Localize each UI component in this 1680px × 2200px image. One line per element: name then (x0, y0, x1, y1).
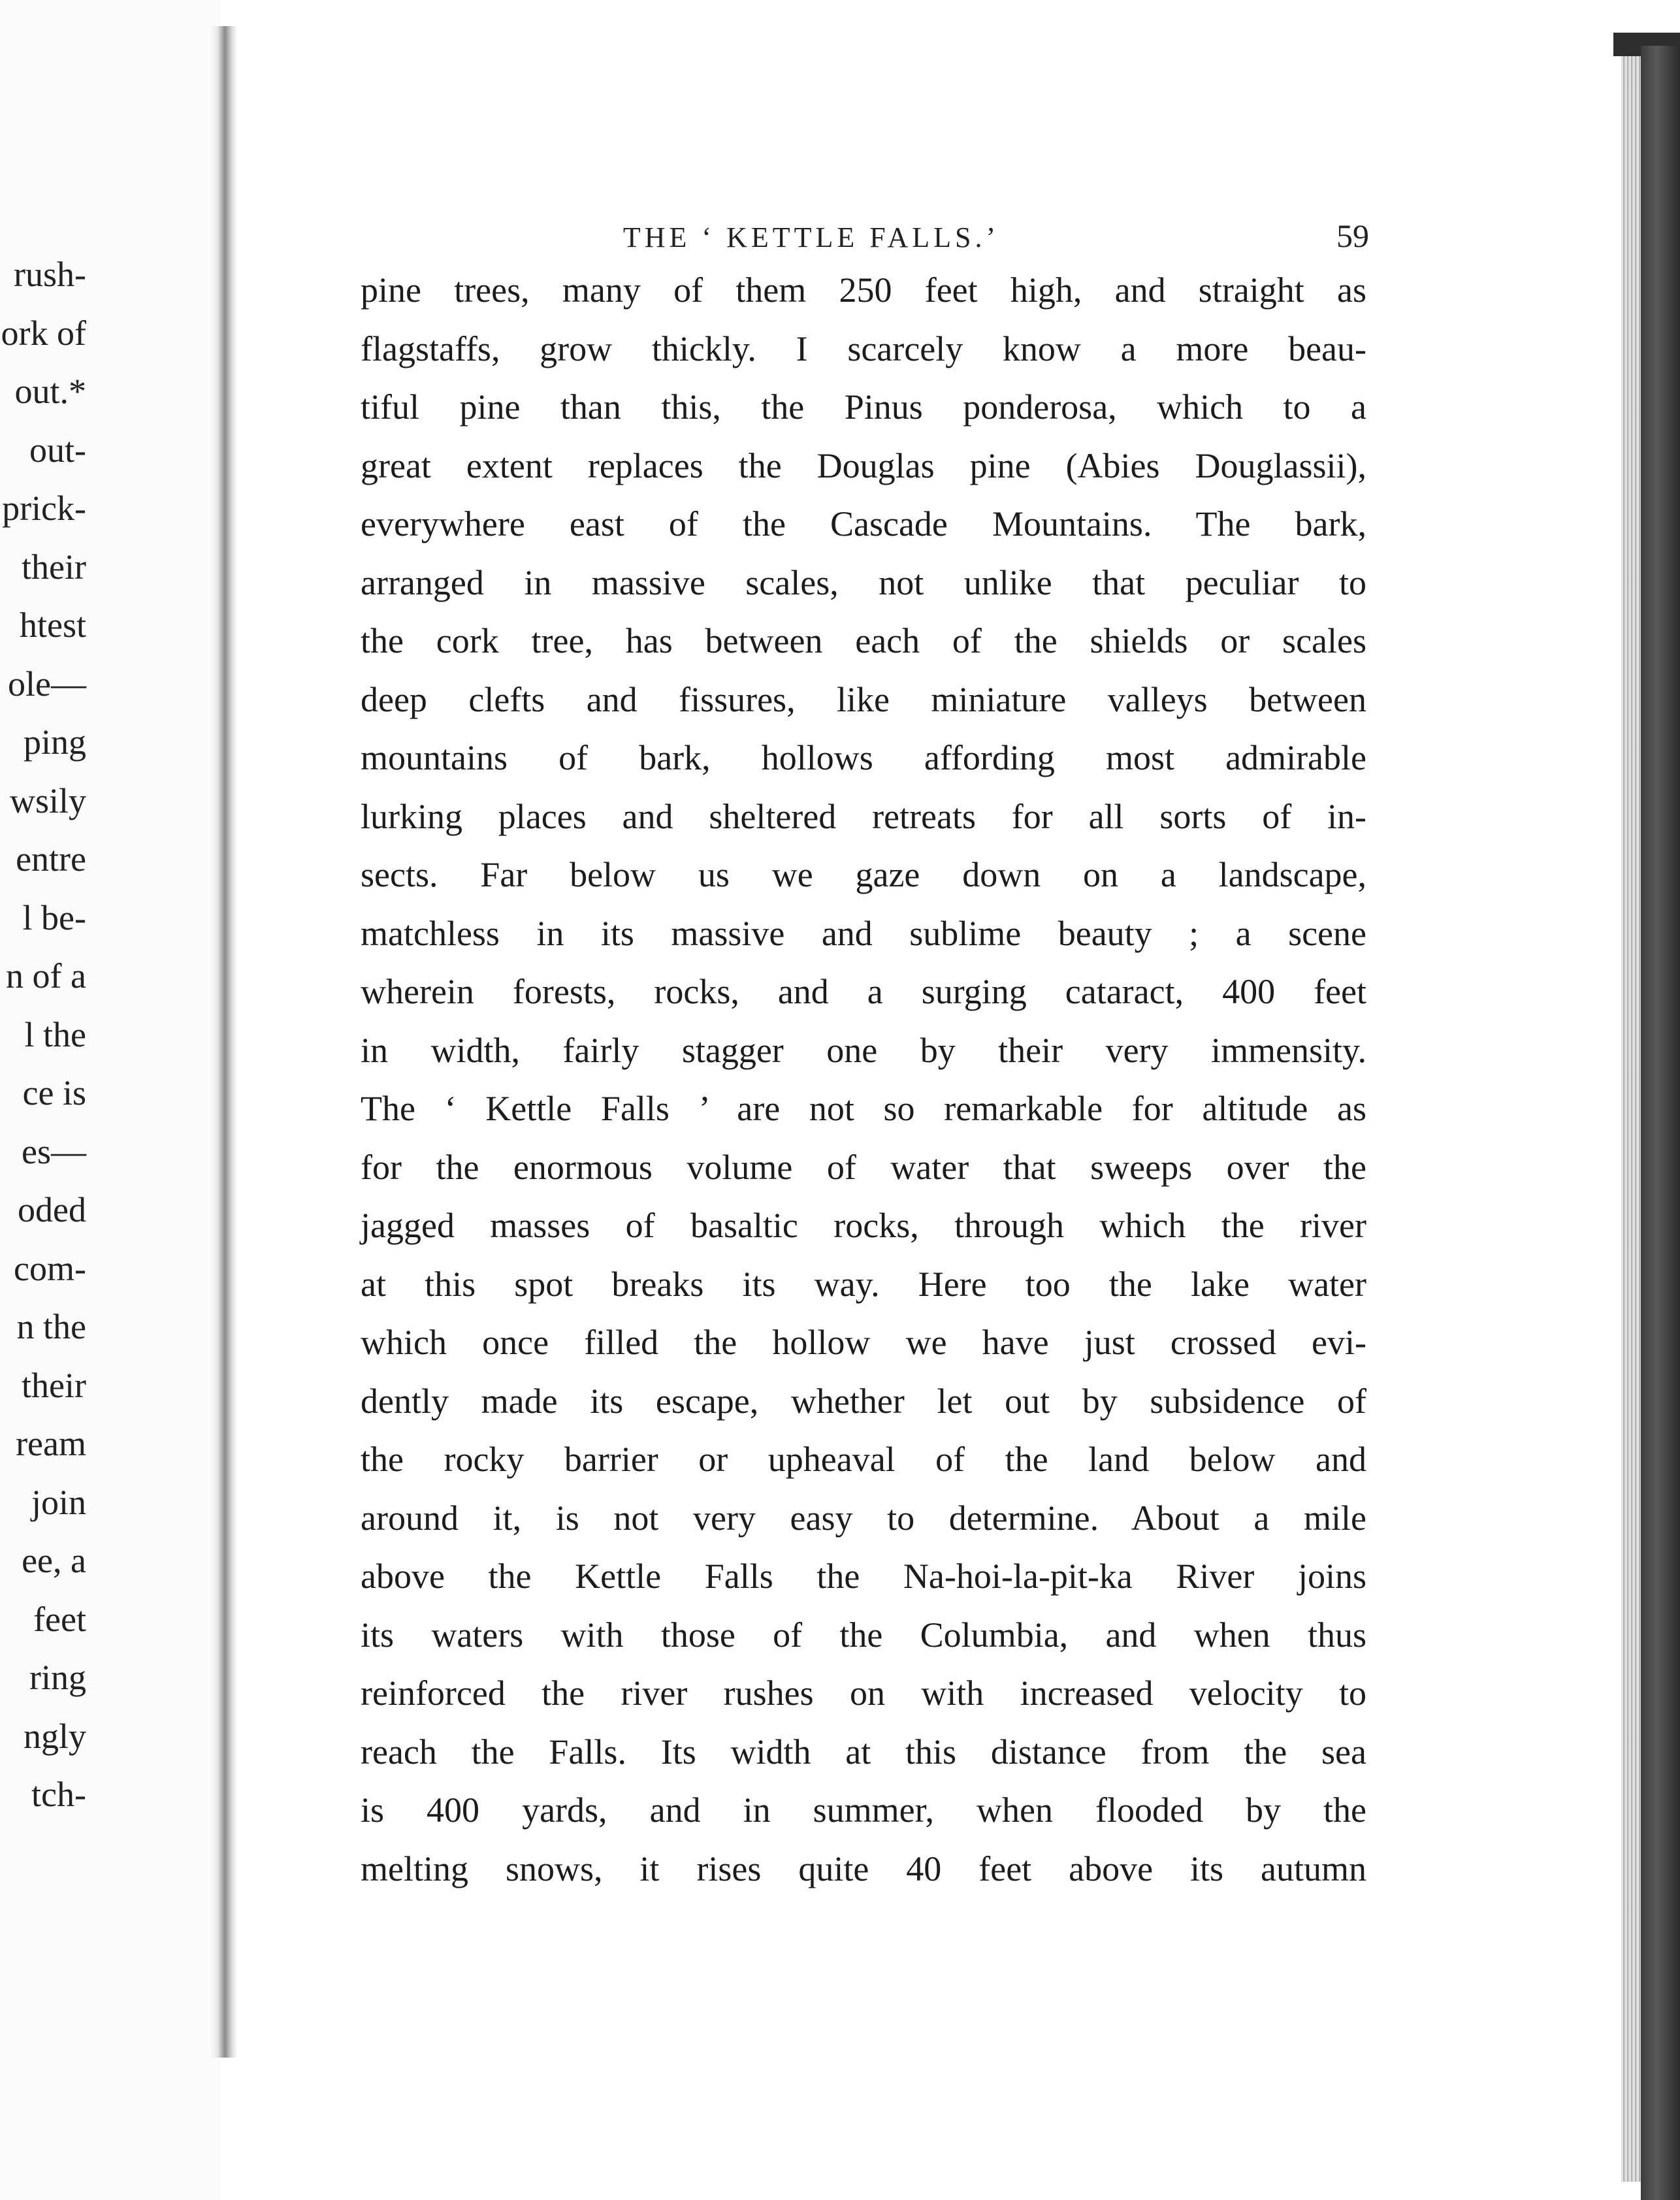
text-line: mountains of bark, hollows affording most admirable (361, 738, 1366, 777)
text-line: great extent replaces the Douglas pine (Abies Douglassii), (361, 445, 1366, 485)
previous-page-line: com- (14, 1248, 86, 1288)
previous-page-line: l the (24, 1014, 86, 1054)
text-line: at this spot breaks its way. Here too the lake water (361, 1264, 1366, 1304)
text-line: wherein forests, rocks, and a surging cataract, 400 feet (361, 972, 1366, 1011)
previous-page-line: oded (18, 1190, 86, 1229)
previous-page-line: ork of (1, 313, 86, 353)
previous-page-line: ngly (23, 1716, 86, 1756)
text-line: around it, is not very easy to determine. About a mile (361, 1498, 1366, 1538)
text-line: lurking places and sheltered retreats for all sorts of in- (361, 796, 1366, 836)
previous-page-line: es— (22, 1131, 86, 1171)
text-line: pine trees, many of them 250 feet high, and straight as (361, 270, 1366, 310)
text-line: its waters with those of the Columbia, and when thus (361, 1615, 1366, 1655)
previous-page-line: ream (16, 1424, 86, 1463)
previous-page-line: ole— (8, 664, 86, 704)
text-line: dently made its escape, whether let out by subsidence of (361, 1381, 1366, 1421)
previous-page-line: out- (29, 430, 86, 470)
text-line: which once filled the hollow we have just crossed evi- (361, 1323, 1366, 1362)
text-line: matchless in its massive and sublime beauty ; a scene (361, 913, 1366, 953)
text-line: deep clefts and fissures, like miniature valleys between (361, 679, 1366, 719)
text-line: for the enormous volume of water that sweeps over the (361, 1147, 1366, 1187)
book-gutter (209, 26, 238, 2058)
text-line: the cork tree, has between each of the shields or scales (361, 621, 1366, 660)
previous-page-line: ring (29, 1658, 86, 1697)
page-block-edge (1621, 39, 1641, 2182)
text-line: everywhere east of the Cascade Mountains. The bark, (361, 504, 1366, 543)
text-line: melting snows, it rises quite 40 feet above its autumn (361, 1849, 1366, 1888)
running-head: THE ‘ KETTLE FALLS.’ (622, 221, 1000, 253)
text-line: arranged in massive scales, not unlike that peculiar to (361, 562, 1366, 602)
book-cover-edge (1641, 46, 1680, 2200)
text-line: reinforced the river rushes on with increased velocity to (361, 1674, 1366, 1713)
previous-page-line: feet (33, 1599, 86, 1639)
page-number: 59 (1336, 218, 1369, 254)
previous-page-line: l be- (22, 898, 86, 937)
previous-page-line: wsily (9, 781, 86, 820)
previous-page-line: htest (20, 606, 86, 645)
previous-page-line: rush- (14, 255, 86, 294)
text-line: tiful pine than this, the Pinus ponderosa, which to a (361, 387, 1366, 427)
previous-page-line: join (31, 1482, 86, 1522)
text-line: in width, fairly stagger one by their very immensity. (361, 1030, 1366, 1070)
previous-page-line: entre (16, 839, 86, 879)
previous-page-line: n of a (6, 956, 86, 995)
text-line: jagged masses of basaltic rocks, through which the river (361, 1206, 1366, 1245)
previous-page-line: ce is (22, 1073, 86, 1112)
previous-page-line: ping (23, 722, 86, 762)
previous-page-line: out.* (14, 372, 86, 411)
previous-page-line: n the (16, 1307, 86, 1346)
body-text (361, 261, 1366, 1898)
previous-page-line: ee, a (22, 1541, 86, 1580)
text-line: flagstaffs, grow thickly. I scarcely know a more beau- (361, 329, 1366, 368)
previous-page-line: their (22, 1365, 86, 1405)
previous-page-line: tch- (31, 1775, 86, 1814)
text-line: reach the Falls. Its width at this distance from the sea (361, 1732, 1366, 1771)
text-line: The ‘ Kettle Falls ’ are not so remarkable for altitude as (361, 1089, 1366, 1128)
previous-page-line: their (22, 547, 86, 587)
text-line: is 400 yards, and in summer, when flooded by the (361, 1790, 1366, 1830)
previous-page-line: prick- (2, 489, 86, 528)
text-line: the rocky barrier or upheaval of the land below and (361, 1440, 1366, 1479)
book-page (236, 31, 1620, 2115)
text-line: sects. Far below us we gaze down on a landscape, (361, 855, 1366, 894)
previous-page-fragment (0, 0, 221, 2200)
text-line: above the Kettle Falls the Na-hoi-la-pit-ka River joins (361, 1557, 1366, 1596)
